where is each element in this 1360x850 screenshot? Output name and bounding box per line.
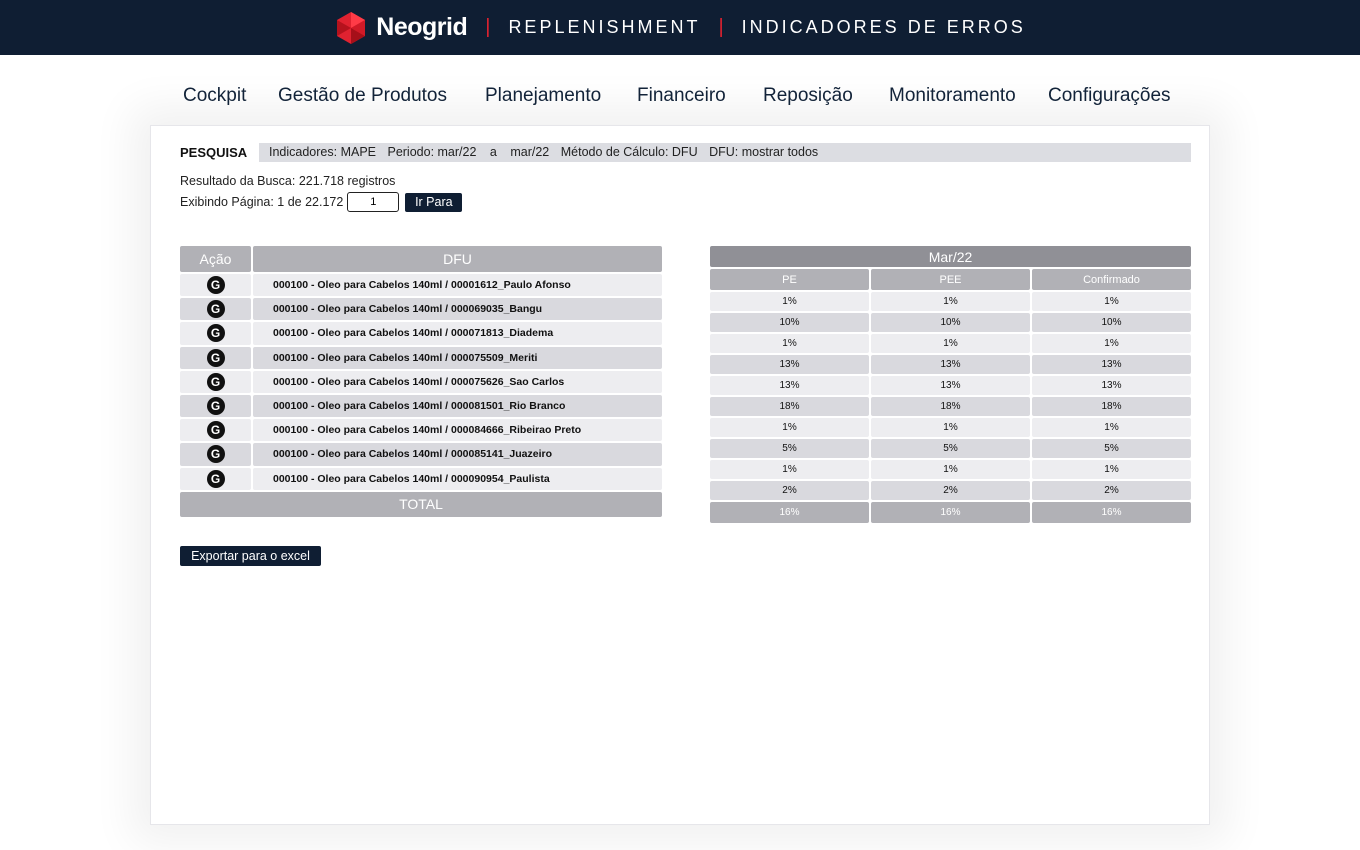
nav-monitoramento[interactable]: Monitoramento bbox=[889, 85, 1016, 106]
dfu-table-body bbox=[180, 274, 662, 490]
row-action-cell bbox=[180, 371, 251, 393]
row-action-cell bbox=[180, 419, 251, 441]
cell-confirmado: 18% bbox=[1032, 397, 1191, 416]
filter-metodo: Método de Cálculo: DFU bbox=[560, 145, 698, 159]
cell-pe: 5% bbox=[710, 439, 869, 458]
column-header-dfu: DFU bbox=[253, 246, 662, 272]
cell-confirmado: 13% bbox=[1032, 355, 1191, 374]
cell-pee: 13% bbox=[871, 355, 1030, 374]
cell-pee: 5% bbox=[871, 439, 1030, 458]
cell-pee: 1% bbox=[871, 418, 1030, 437]
brand bbox=[334, 11, 467, 45]
main-panel bbox=[150, 125, 1210, 825]
result-count: Resultado da Busca: 221.718 registros bbox=[180, 174, 396, 188]
cell-pee: 1% bbox=[871, 334, 1030, 353]
cell-confirmado: 1% bbox=[1032, 460, 1191, 479]
search-label: PESQUISA bbox=[180, 145, 248, 160]
main-nav bbox=[0, 85, 1360, 113]
cell-pe: 1% bbox=[710, 292, 869, 311]
row-action-cell bbox=[180, 274, 251, 296]
table-row bbox=[180, 443, 662, 465]
row-dfu-cell: 000100 - Oleo para Cabelos 140ml / 000085141_Juazeiro bbox=[253, 443, 662, 465]
column-header-confirmado: Confirmado bbox=[1032, 269, 1191, 290]
cell-pee: 13% bbox=[871, 376, 1030, 395]
cell-confirmado: 13% bbox=[1032, 376, 1191, 395]
pagination bbox=[180, 192, 462, 212]
total-confirmado: 16% bbox=[1032, 502, 1191, 523]
row-action-cell bbox=[180, 298, 251, 320]
export-excel-button[interactable]: Exportar para o excel bbox=[180, 546, 321, 566]
cell-pe: 18% bbox=[710, 397, 869, 416]
cell-pee: 18% bbox=[871, 397, 1030, 416]
filter-indicadores: Indicadores: MAPE bbox=[269, 145, 376, 159]
filter-periodo-fim: mar/22 bbox=[510, 145, 550, 159]
cell-confirmado: 2% bbox=[1032, 481, 1191, 500]
cell-confirmado: 1% bbox=[1032, 292, 1191, 311]
cell-pe: 1% bbox=[710, 418, 869, 437]
cell-pe: 1% bbox=[710, 334, 869, 353]
row-dfu-cell: 000100 - Oleo para Cabelos 140ml / 000071813_Diadema bbox=[253, 322, 662, 344]
row-action-cell bbox=[180, 468, 251, 490]
g-action-icon[interactable]: G bbox=[207, 276, 225, 294]
indicator-table-header bbox=[710, 269, 1191, 290]
table-row bbox=[180, 347, 662, 369]
table-row bbox=[710, 418, 1191, 437]
g-action-icon[interactable]: G bbox=[207, 300, 225, 318]
nav-financeiro[interactable]: Financeiro bbox=[637, 85, 726, 106]
cell-pe: 13% bbox=[710, 376, 869, 395]
filter-periodo-a: a bbox=[489, 145, 497, 159]
total-pee: 16% bbox=[871, 502, 1030, 523]
row-dfu-cell: 000100 - Oleo para Cabelos 140ml / 000075626_Sao Carlos bbox=[253, 371, 662, 393]
search-summary[interactable] bbox=[259, 143, 1191, 162]
dfu-table-header bbox=[180, 246, 662, 272]
cell-confirmado: 10% bbox=[1032, 313, 1191, 332]
nav-configuracoes[interactable]: Configurações bbox=[1048, 85, 1171, 106]
table-row bbox=[180, 298, 662, 320]
g-action-icon[interactable]: G bbox=[207, 349, 225, 367]
row-dfu-cell: 000100 - Oleo para Cabelos 140ml / 000081501_Rio Branco bbox=[253, 395, 662, 417]
header-section-indicadores: INDICADORES DE ERROS bbox=[741, 17, 1026, 37]
cell-pe: 2% bbox=[710, 481, 869, 500]
row-dfu-cell: 000100 - Oleo para Cabelos 140ml / 000069035_Bangu bbox=[253, 298, 662, 320]
cell-confirmado: 1% bbox=[1032, 418, 1191, 437]
row-dfu-cell: 000100 - Oleo para Cabelos 140ml / 000084666_Ribeirao Preto bbox=[253, 419, 662, 441]
neogrid-logo-icon bbox=[334, 11, 368, 45]
g-action-icon[interactable]: G bbox=[207, 421, 225, 439]
table-row bbox=[710, 334, 1191, 353]
cell-pee: 1% bbox=[871, 460, 1030, 479]
table-row bbox=[180, 274, 662, 296]
indicator-table-total bbox=[710, 502, 1191, 523]
row-action-cell bbox=[180, 443, 251, 465]
header-section-replenishment: REPLENISHMENT bbox=[508, 17, 701, 37]
cell-pee: 10% bbox=[871, 313, 1030, 332]
column-header-pe: PE bbox=[710, 269, 869, 290]
column-header-pee: PEE bbox=[871, 269, 1030, 290]
column-header-acao: Ação bbox=[180, 246, 251, 272]
cell-pee: 2% bbox=[871, 481, 1030, 500]
table-row bbox=[180, 419, 662, 441]
nav-planejamento[interactable]: Planejamento bbox=[485, 85, 602, 106]
row-action-cell bbox=[180, 347, 251, 369]
table-row bbox=[180, 322, 662, 344]
total-pe: 16% bbox=[710, 502, 869, 523]
row-action-cell bbox=[180, 395, 251, 417]
table-row bbox=[710, 397, 1191, 416]
row-dfu-cell: 000100 - Oleo para Cabelos 140ml / 000090954_Paulista bbox=[253, 468, 662, 490]
g-action-icon[interactable]: G bbox=[207, 445, 225, 463]
nav-reposicao[interactable]: Reposição bbox=[763, 85, 853, 106]
g-action-icon[interactable]: G bbox=[207, 373, 225, 391]
g-action-icon[interactable]: G bbox=[207, 470, 225, 488]
dfu-table-total: TOTAL bbox=[180, 492, 662, 517]
cell-pe: 13% bbox=[710, 355, 869, 374]
filter-periodo: Periodo: mar/22 bbox=[387, 145, 477, 159]
filter-dfu: DFU: mostrar todos bbox=[709, 145, 819, 159]
page-label: Exibindo Página: 1 de 22.172 bbox=[180, 195, 344, 209]
header-separator: | bbox=[485, 16, 491, 38]
g-action-icon[interactable]: G bbox=[207, 397, 225, 415]
dfu-table bbox=[180, 246, 662, 517]
cell-confirmado: 1% bbox=[1032, 334, 1191, 353]
row-action-cell bbox=[180, 322, 251, 344]
table-row bbox=[710, 313, 1191, 332]
table-row bbox=[710, 460, 1191, 479]
table-row bbox=[180, 371, 662, 393]
nav-cockpit[interactable]: Cockpit bbox=[183, 85, 247, 106]
cell-confirmado: 5% bbox=[1032, 439, 1191, 458]
go-to-page-button[interactable]: Ir Para bbox=[405, 193, 462, 212]
indicator-month-header: Mar/22 bbox=[710, 246, 1191, 267]
top-bar bbox=[0, 0, 1360, 55]
row-dfu-cell: 000100 - Oleo para Cabelos 140ml / 000075509_Meriti bbox=[253, 347, 662, 369]
cell-pe: 10% bbox=[710, 313, 869, 332]
table-row bbox=[710, 355, 1191, 374]
nav-gestao-de-produtos[interactable]: Gestão de Produtos bbox=[278, 85, 447, 106]
table-row bbox=[710, 376, 1191, 395]
table-row bbox=[180, 468, 662, 490]
indicator-table bbox=[710, 246, 1191, 523]
brand-name: Neogrid bbox=[376, 13, 468, 41]
table-row bbox=[180, 395, 662, 417]
table-row bbox=[710, 439, 1191, 458]
indicator-table-body bbox=[710, 292, 1191, 500]
row-dfu-cell: 000100 - Oleo para Cabelos 140ml / 00001612_Paulo Afonso bbox=[253, 274, 662, 296]
table-row bbox=[710, 481, 1191, 500]
g-action-icon[interactable]: G bbox=[207, 324, 225, 342]
cell-pe: 1% bbox=[710, 460, 869, 479]
header-separator: | bbox=[718, 16, 724, 38]
page-number-input[interactable] bbox=[347, 192, 399, 212]
cell-pee: 1% bbox=[871, 292, 1030, 311]
table-row bbox=[710, 292, 1191, 311]
